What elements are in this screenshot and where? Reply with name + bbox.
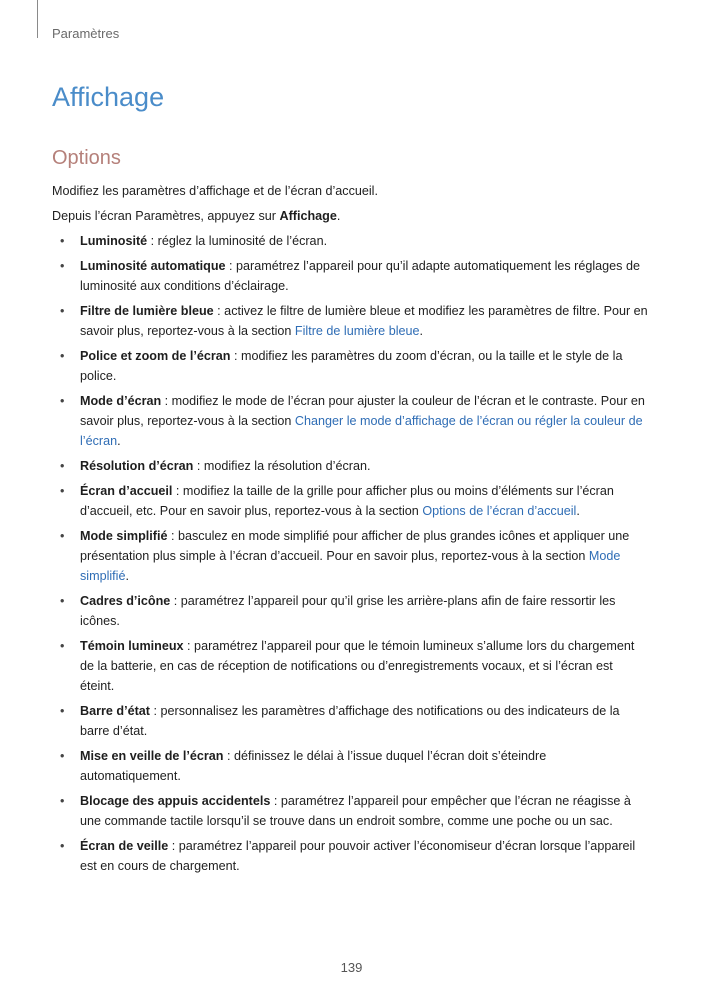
section-link[interactable]: Changer le mode d’affichage de l’écran ou régler la couleur de l’écran <box>80 414 643 448</box>
bullet-icon: • <box>60 704 65 718</box>
option-term: Barre d’état <box>80 704 150 718</box>
option-item <box>52 836 648 876</box>
option-item <box>52 701 648 741</box>
option-description: : définissez le délai à l’issue duquel l’écran doit s’éteindre automatiquement. <box>80 749 547 783</box>
option-term: Mise en veille de l’écran <box>80 749 224 763</box>
option-description: : réglez la luminosité de l’écran. <box>147 234 328 248</box>
option-description: : personnalisez les paramètres d’affichage des notifications ou des indicateurs de la barre d’état. <box>80 704 620 738</box>
option-item <box>52 231 648 251</box>
bullet-icon: • <box>60 459 65 473</box>
section-link[interactable]: Filtre de lumière bleue <box>294 324 420 338</box>
option-description: : paramétrez l’appareil pour qu’il grise les arrière-plans afin de faire ressortir les icônes. <box>80 594 616 628</box>
intro-prefix: Depuis l’écran Paramètres, appuyez sur <box>52 209 280 223</box>
option-term: Mode simplifié <box>80 529 168 543</box>
option-item <box>52 526 648 586</box>
option-item <box>52 391 648 451</box>
section-link[interactable]: Options de l’écran d’accueil <box>422 504 577 518</box>
intro-suffix: . <box>336 209 341 223</box>
option-description: : modifiez la résolution d’écran. <box>193 459 371 473</box>
content-body <box>52 181 648 881</box>
option-item <box>52 256 648 296</box>
option-description: : paramétrez l’appareil pour pouvoir activer l’économiseur d’écran lorsque l’appareil est en cours de chargement. <box>80 839 636 873</box>
option-description: : paramétrez l’appareil pour empêcher que l’écran ne réagisse à une commande tactile lorsqu’il se trouve dans un endroit sombre, comme une poche ou un sac. <box>80 794 631 828</box>
option-description: : paramétrez l’appareil pour que le témoin lumineux s’allume lors du chargement de la batterie, en cas de réception de notifications ou d’enregistrements vocaux, et si l’écran est éteint. <box>80 639 635 693</box>
bullet-icon: • <box>60 639 65 653</box>
bullet-icon: • <box>60 234 65 248</box>
option-description: : activez le filtre de lumière bleue et modifiez les paramètres de filtre. Pour en savoir plus, reportez-vous à la section <box>80 304 648 338</box>
option-term: Résolution d’écran <box>80 459 194 473</box>
option-term: Police et zoom de l’écran <box>80 349 231 363</box>
option-term: Blocage des appuis accidentels <box>80 794 271 808</box>
option-term: Luminosité automatique <box>80 259 226 273</box>
option-tail: . <box>117 434 121 448</box>
option-item <box>52 456 648 476</box>
option-term: Écran de veille <box>80 839 169 853</box>
section-header: Paramètres <box>52 26 120 41</box>
option-term: Luminosité <box>80 234 148 248</box>
option-tail: . <box>125 569 129 583</box>
option-item <box>52 791 648 831</box>
option-tail: . <box>576 504 580 518</box>
option-term: Écran d’accueil <box>80 484 173 498</box>
bullet-icon: • <box>60 839 65 853</box>
option-item <box>52 746 648 786</box>
section-link[interactable]: Mode simplifié <box>80 549 621 583</box>
option-item <box>52 301 648 341</box>
intro-bold-term: Affichage <box>279 209 337 223</box>
page-number: 139 <box>340 960 363 975</box>
bullet-icon: • <box>60 394 65 408</box>
option-description: : basculez en mode simplifié pour afficher de plus grandes icônes et appliquer une présentation plus simple à l’écran d’accueil. Pour en savoir plus, reportez-vous à la section <box>80 529 630 563</box>
intro-line-1: Modifiez les paramètres d’affichage et de l’écran d’accueil. <box>52 184 378 198</box>
option-item <box>52 636 648 696</box>
bullet-icon: • <box>60 594 65 608</box>
option-description: : paramétrez l’appareil pour qu’il adapte automatiquement les réglages de luminosité aux conditions d’éclairage. <box>80 259 640 293</box>
option-description: : modifiez les paramètres du zoom d’écran, ou la taille et le style de la police. <box>80 349 623 383</box>
page-title: Affichage <box>52 82 165 112</box>
option-tail: . <box>419 324 424 338</box>
option-term: Cadres d’icône <box>80 594 171 608</box>
option-item <box>52 591 648 631</box>
header-rule <box>37 0 38 38</box>
option-description: : modifiez le mode de l’écran pour ajuster la couleur de l’écran et le contraste. Pour en savoir plus, reportez-vous à la section <box>80 394 645 428</box>
bullet-icon: • <box>60 484 65 498</box>
bullet-icon: • <box>60 349 65 363</box>
bullet-icon: • <box>60 529 65 543</box>
option-item <box>52 346 648 386</box>
section-subtitle: Options <box>52 147 121 169</box>
option-term: Mode d’écran <box>80 394 162 408</box>
bullet-icon: • <box>60 259 65 273</box>
option-term: Témoin lumineux <box>80 639 184 653</box>
option-description: : modifiez la taille de la grille pour afficher plus ou moins d’éléments sur l’écran d’accueil, etc. Pour en savoir plus, reportez-vous à la section <box>80 484 614 518</box>
option-item <box>52 481 648 521</box>
intro-line-2 <box>52 206 648 226</box>
option-term: Filtre de lumière bleue <box>80 304 214 318</box>
bullet-icon: • <box>60 304 65 318</box>
bullet-icon: • <box>60 749 65 763</box>
bullet-icon: • <box>60 794 65 808</box>
options-list <box>52 231 648 876</box>
